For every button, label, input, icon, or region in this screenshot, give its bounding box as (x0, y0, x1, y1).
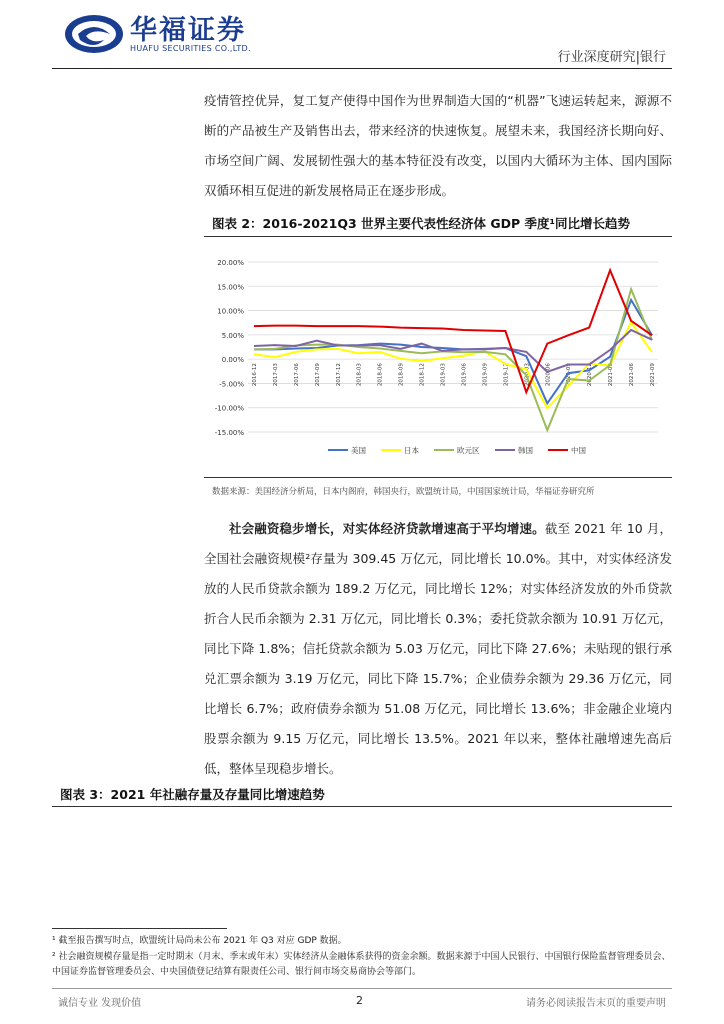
legend-label: 美国 (351, 446, 366, 455)
y-tick-label: 10.00% (217, 307, 244, 316)
intro-paragraph (204, 86, 672, 206)
x-tick-label: 2019-09 (482, 363, 489, 387)
x-tick-label: 2020-03 (524, 363, 531, 387)
y-tick-label: -15.00% (214, 429, 244, 437)
figure2-title-rule (204, 236, 672, 237)
header-divider (52, 68, 672, 69)
x-tick-label: 2017-06 (293, 363, 300, 387)
y-tick-label: -5.00% (219, 380, 244, 389)
huafu-logo-icon (64, 14, 124, 54)
footnote-2: ² 社会融资规模存量是指一定时期末（月末、季末或年末）实体经济从金融体系获得的资金余额。数据来源于中国人民银行、中国银行保险监督管理委员会、中国证券监督管理委员会、中央国债登记结算有限责任公司、银行间市场交易商协会等部门。 (52, 952, 671, 977)
x-tick-label: 2021-03 (608, 363, 615, 387)
x-tick-label: 2020-09 (566, 363, 573, 387)
legend-label: 日本 (404, 446, 419, 455)
x-tick-label: 2021-06 (629, 363, 636, 387)
x-tick-label: 2017-09 (314, 363, 321, 387)
footer-slogan: 诚信专业 发现价值 (58, 998, 142, 1009)
y-tick-label: -10.00% (214, 404, 244, 413)
legend-label: 韩国 (518, 446, 533, 455)
social-finance-paragraph (204, 514, 672, 784)
x-tick-label: 2019-03 (440, 363, 447, 387)
x-tick-label: 2018-12 (419, 363, 426, 387)
x-tick-label: 2019-06 (461, 363, 468, 387)
figure3-title-rule (52, 806, 672, 807)
x-tick-label: 2018-03 (356, 363, 363, 387)
social-finance-text: 截至 2021 年 10 月，全国社会融资规模²存量为 309.45 万亿元，同比增长 10.0%。其中，对实体经济发放的人民币贷款余额为 189.2 万亿元，同比增长 12%；对实体经济发放的外币贷款折合人民币余额为 2.31 万亿元，同比增长 0.3%；委托贷款余额为 10.91 万亿元，同比下降 1.8%；信托贷款余额为 5.03 万亿元，同比下降 27.6%；未贴现的银行承兑汇票余额为 3.19 万亿元，同比下降 15.7%；企业债券余额为 29.36 万亿元，同比增长 6.7%；政府债券余额为 51.08 万亿元，同比增长 13.6%；非金融企业境内股票余额为 9.15 万亿元，同比增长 13.5%。2021 年以来，整体社融增速先高后低，整体呈现稳步增长。 (204, 521, 672, 776)
logo-chinese-name: 华福证券 (130, 15, 246, 46)
legend-label: 中国 (571, 446, 586, 455)
x-tick-label: 2018-06 (377, 363, 384, 387)
social-finance-lead: 社会融资稳步增长，对实体经济贷款增速高于平均增速。 (229, 521, 545, 536)
report-section-label: 行业深度研究|银行 (557, 50, 666, 65)
logo-english-name: HUAFU SECURITIES CO.,LTD. (130, 44, 251, 53)
figure2-title: 图表 2：2016-2021Q3 世界主要代表性经济体 GDP 季度¹同比增长趋势 (212, 216, 630, 231)
page-number: 2 (356, 994, 363, 1007)
figure2-source: 数据来源：美国经济分析局，日本内阁府，韩国央行，欧盟统计局，中国国家统计局，华福证券研究所 (212, 487, 595, 497)
x-tick-label: 2020-06 (545, 363, 552, 387)
y-tick-label: 5.00% (221, 331, 244, 340)
gdp-growth-line-chart (204, 248, 672, 468)
y-tick-label: 0.00% (221, 356, 244, 365)
x-tick-label: 2019-12 (503, 363, 510, 387)
footnote-1: ¹ 截至报告撰写时点，欧盟统计局尚未公布 2021 年 Q3 对应 GDP 数据。 (52, 936, 347, 946)
x-tick-label: 2017-12 (335, 363, 342, 387)
x-tick-label: 2016-12 (252, 363, 258, 387)
footer-divider (52, 988, 672, 989)
y-tick-label: 15.00% (217, 283, 244, 292)
x-tick-label: 2017-03 (272, 363, 279, 387)
y-tick-label: 20.00% (217, 259, 244, 267)
legend-label: 欧元区 (457, 446, 480, 455)
footer-disclaimer: 请务必阅读报告末页的重要声明 (526, 998, 666, 1009)
figure2-bottom-rule (204, 477, 672, 478)
x-tick-label: 2020-12 (587, 363, 594, 387)
intro-paragraph-text: 疫情管控优异，复工复产使得中国作为世界制造大国的“机器”飞速运转起来，源源不断的产品被生产及销售出去，带来经济的快速恢复。展望未来，我国经济长期向好、市场空间广阔、发展韧性强大的基本特征没有改变，以国内大循环为主体、国内国际双循环相互促进的新发展格局正在逐步形成。 (204, 93, 672, 198)
figure3-title: 图表 3：2021 年社融存量及存量同比增速趋势 (60, 787, 325, 802)
footnote-divider (52, 928, 227, 929)
x-tick-label: 2021-09 (650, 363, 656, 387)
x-tick-label: 2018-09 (398, 363, 405, 387)
